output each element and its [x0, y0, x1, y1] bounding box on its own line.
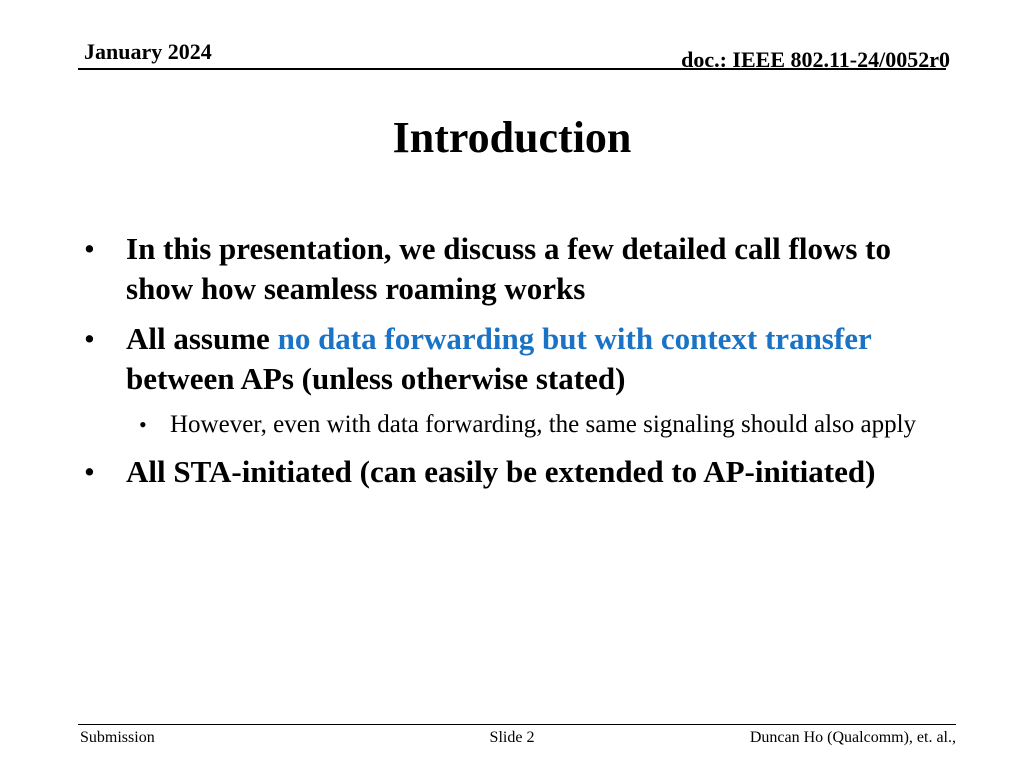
- footer-submission: Submission: [80, 729, 155, 746]
- bullet-text: In this presentation, we discuss a few detailed call flows to show how seamless roaming works: [126, 231, 891, 306]
- header-divider: [78, 68, 946, 70]
- sub-bullet-icon: •: [139, 412, 147, 437]
- sub-bullet-item-forwarding: [84, 407, 964, 442]
- bullet-text-before: All assume: [126, 321, 278, 356]
- footer-slide-number: Slide 2: [489, 729, 535, 746]
- bullet-icon: •: [84, 454, 95, 489]
- header-date: January 2024: [84, 39, 212, 64]
- bullet-text-after: between APs (unless otherwise stated): [126, 361, 626, 396]
- bullet-icon: •: [84, 231, 95, 266]
- bullet-item-assumption: [84, 319, 964, 399]
- header-doc-id: doc.: IEEE 802.11-24/0052r0: [681, 47, 950, 72]
- bullet-icon: •: [84, 321, 95, 356]
- bullet-text: All STA-initiated (can easily be extended to AP-initiated): [126, 454, 876, 489]
- bullet-item-presentation: [84, 229, 964, 309]
- bullet-list: [84, 229, 964, 502]
- footer-divider: [78, 724, 956, 725]
- slide-title: Introduction: [392, 113, 632, 162]
- highlighted-text: no data forwarding but with context transfer: [277, 321, 872, 356]
- bullet-item-sta-initiated: [84, 452, 964, 492]
- sub-bullet-text: However, even with data forwarding, the same signaling should also apply: [170, 411, 917, 438]
- footer-author: Duncan Ho (Qualcomm), et. al.,: [749, 729, 956, 746]
